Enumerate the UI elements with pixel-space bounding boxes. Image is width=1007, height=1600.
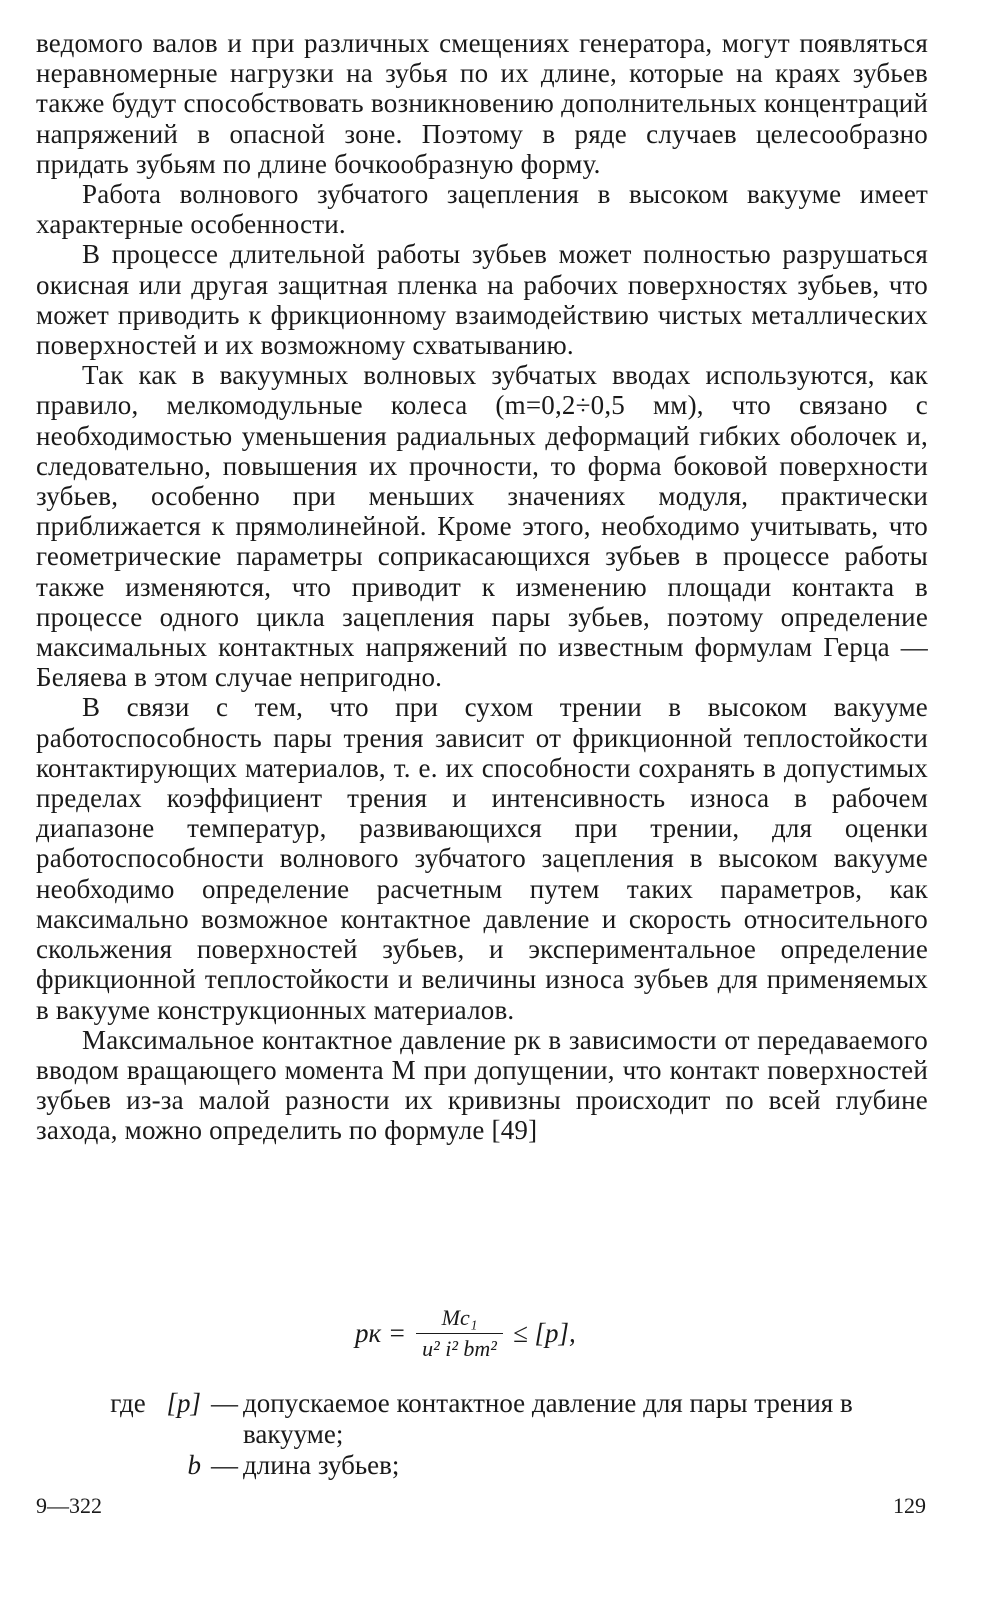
formula-numerator: Mc₁: [441, 1305, 478, 1330]
page-number: 129: [893, 1493, 926, 1518]
legend-symbol-name: [p]: [166, 1388, 201, 1418]
legend-text: длина зубьев;: [243, 1450, 400, 1480]
legend-symbol-name: b: [187, 1450, 201, 1480]
formula-rhs: ≤ [p],: [512, 1318, 576, 1348]
legend-dash: —: [211, 1450, 238, 1480]
paragraph-1: ведомого валов и при различных смещениях генератора, могут появляться неравномерные нагрузки на зубья по их длине, которые на краях зубьев также будут способствовать возникновению дополнительных концентраций напряжений в опасной зоне. Поэтому в ряде случаев целесообразно придать зубьям по длине бочкообразную форму.: [36, 28, 928, 179]
paragraph-4: Так как в вакуумных волновых зубчатых вводах используются, как правило, мелкомодульные колеса (m=0,2÷0,5 мм), что связано с необходимостью уменьшения радиальных деформаций гибких оболочек и, следовательно, повышения их прочности, то форма боковой поверхности зубьев, особенно при меньших значениях модуля, практически приближается к прямолинейной. Кроме этого, необходимо учитывать, что геометрические параметры соприкасающихся зубьев в процессе работы также изменяются, что приводит к изменению площади контакта в процессе одного цикла зацепления пары зубьев, поэтому определение максимальных контактных напряжений по известным формулам Герца — Беляева в этом случае непригодно.: [36, 360, 928, 693]
paragraph-5: В связи с тем, что при сухом трении в высоком вакууме работоспособность пары трения зависит от фрикционной теплостойкости контактирующих материалов, т. е. их способности сохранять в допустимых пределах коэффициент трения и интенсивность износа в рабочем диапазоне температур, развивающихся при трении, для оценки работоспособности волнового зубчатого зацепления в высоком вакууме необходимо определение расчетным путем таких параметров, как максимально возможное контактное давление и скорость относительного скольжения поверхностей зубьев, и экспериментальное определение фрикционной теплостойкости и величины износа зубьев для применяемых в вакууме конструкционных материалов.: [36, 692, 928, 1025]
page-body: [36, 28, 928, 1146]
legend-text: допускаемое контактное давление для пары трения в вакууме;: [243, 1388, 853, 1449]
legend-dash: —: [211, 1388, 238, 1418]
formula-fraction: [416, 1305, 503, 1362]
paragraph-6: Максимальное контактное давление pк в зависимости от передаваемого вводом вращающего момента M при допущении, что контакт поверхностей зубьев из-за малой разности их кривизны происходит по всей глубине захода, можно определить по формуле [49]: [36, 1024, 928, 1146]
legend-row: [36, 1388, 936, 1450]
formula-denominator: u² i² bm²: [416, 1333, 503, 1362]
printer-signature: 9—322: [36, 1493, 102, 1518]
contact-pressure-formula: [355, 1305, 576, 1362]
legend-prefix: где: [110, 1388, 146, 1418]
paragraph-3: В процессе длительной работы зубьев может полностью разрушаться окисная или другая защитная пленка на рабочих поверхностях зубьев, что может приводить к фрикционному взаимодействию чистых металлических поверхностей и их возможному схватыванию.: [36, 239, 928, 361]
legend-row: [36, 1450, 936, 1481]
symbol-legend: [36, 1388, 936, 1481]
legend-symbol: [36, 1388, 211, 1450]
formula-lhs: pк =: [355, 1318, 407, 1348]
paragraph-2: Работа волнового зубчатого зацепления в высоком вакууме имеет характерные особенности.: [36, 179, 928, 240]
